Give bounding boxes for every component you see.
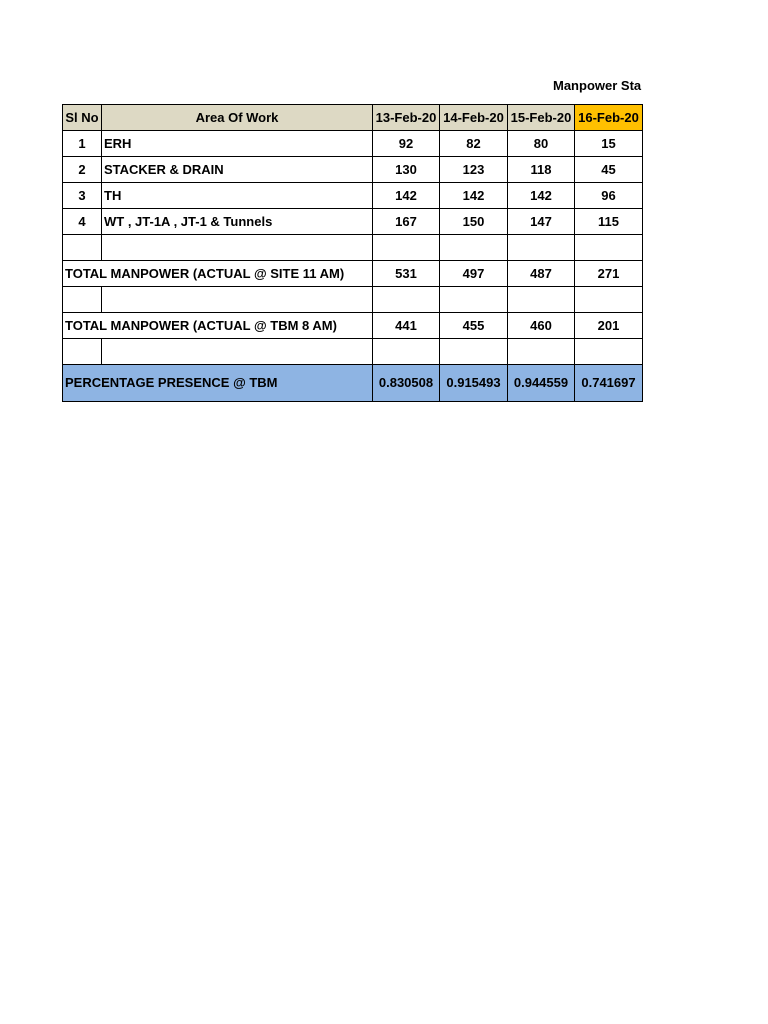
cell-value[interactable]: 15 [575, 131, 643, 157]
cell-value[interactable]: 92 [373, 131, 440, 157]
empty-cell[interactable] [440, 287, 508, 313]
empty-row [63, 339, 643, 365]
cell-value[interactable]: 0.830508 [373, 365, 440, 402]
empty-cell[interactable] [440, 339, 508, 365]
cell-value[interactable]: 80 [508, 131, 575, 157]
cell-value[interactable]: 130 [373, 157, 440, 183]
empty-cell[interactable] [102, 287, 373, 313]
cell-sl[interactable]: 4 [63, 209, 102, 235]
empty-cell[interactable] [508, 339, 575, 365]
empty-cell[interactable] [575, 339, 643, 365]
cell-value[interactable]: 142 [373, 183, 440, 209]
cell-sl[interactable]: 3 [63, 183, 102, 209]
cell-area[interactable]: STACKER & DRAIN [102, 157, 373, 183]
empty-cell[interactable] [508, 287, 575, 313]
empty-cell[interactable] [373, 287, 440, 313]
cell-value[interactable]: 167 [373, 209, 440, 235]
header-area-of-work[interactable]: Area Of Work [102, 105, 373, 131]
header-date-1[interactable]: 13-Feb-20 [373, 105, 440, 131]
sheet-title: Manpower Sta [553, 78, 642, 93]
percentage-label[interactable]: PERCENTAGE PRESENCE @ TBM [63, 365, 373, 402]
empty-row [63, 235, 643, 261]
cell-value[interactable]: 497 [440, 261, 508, 287]
header-date-4[interactable]: 16-Feb-20 [575, 105, 643, 131]
table-row [63, 183, 643, 209]
cell-value[interactable]: 0.741697 [575, 365, 643, 402]
empty-cell[interactable] [575, 235, 643, 261]
cell-value[interactable]: 460 [508, 313, 575, 339]
cell-value[interactable]: 45 [575, 157, 643, 183]
empty-cell[interactable] [102, 235, 373, 261]
cell-value[interactable]: 123 [440, 157, 508, 183]
cell-value[interactable]: 118 [508, 157, 575, 183]
empty-cell[interactable] [63, 339, 102, 365]
cell-value[interactable]: 0.915493 [440, 365, 508, 402]
cell-value[interactable]: 115 [575, 209, 643, 235]
total-tbm-row [63, 313, 643, 339]
cell-sl[interactable]: 2 [63, 157, 102, 183]
cell-area[interactable]: ERH [102, 131, 373, 157]
cell-value[interactable]: 142 [508, 183, 575, 209]
percentage-row [63, 365, 643, 402]
table-row [63, 157, 643, 183]
cell-value[interactable]: 531 [373, 261, 440, 287]
empty-cell[interactable] [575, 287, 643, 313]
table-row [63, 209, 643, 235]
cell-value[interactable]: 96 [575, 183, 643, 209]
cell-sl[interactable]: 1 [63, 131, 102, 157]
cell-value[interactable]: 487 [508, 261, 575, 287]
cell-value[interactable]: 455 [440, 313, 508, 339]
cell-value[interactable]: 142 [440, 183, 508, 209]
cell-value[interactable]: 271 [575, 261, 643, 287]
empty-cell[interactable] [63, 287, 102, 313]
cell-value[interactable]: 441 [373, 313, 440, 339]
header-row [63, 105, 643, 131]
cell-value[interactable]: 201 [575, 313, 643, 339]
header-sl-no[interactable]: Sl No [63, 105, 102, 131]
total-tbm-label[interactable]: TOTAL MANPOWER (ACTUAL @ TBM 8 AM) [63, 313, 373, 339]
cell-value[interactable]: 147 [508, 209, 575, 235]
cell-area[interactable]: TH [102, 183, 373, 209]
header-date-3[interactable]: 15-Feb-20 [508, 105, 575, 131]
empty-cell[interactable] [373, 339, 440, 365]
total-site-label[interactable]: TOTAL MANPOWER (ACTUAL @ SITE 11 AM) [63, 261, 373, 287]
header-date-2[interactable]: 14-Feb-20 [440, 105, 508, 131]
cell-value[interactable]: 150 [440, 209, 508, 235]
empty-cell[interactable] [440, 235, 508, 261]
empty-cell[interactable] [63, 235, 102, 261]
table-row [63, 131, 643, 157]
empty-row [63, 287, 643, 313]
cell-area[interactable]: WT , JT-1A , JT-1 & Tunnels [102, 209, 373, 235]
empty-cell[interactable] [102, 339, 373, 365]
manpower-table [62, 104, 643, 402]
empty-cell[interactable] [508, 235, 575, 261]
total-site-row [63, 261, 643, 287]
cell-value[interactable]: 82 [440, 131, 508, 157]
empty-cell[interactable] [373, 235, 440, 261]
cell-value[interactable]: 0.944559 [508, 365, 575, 402]
